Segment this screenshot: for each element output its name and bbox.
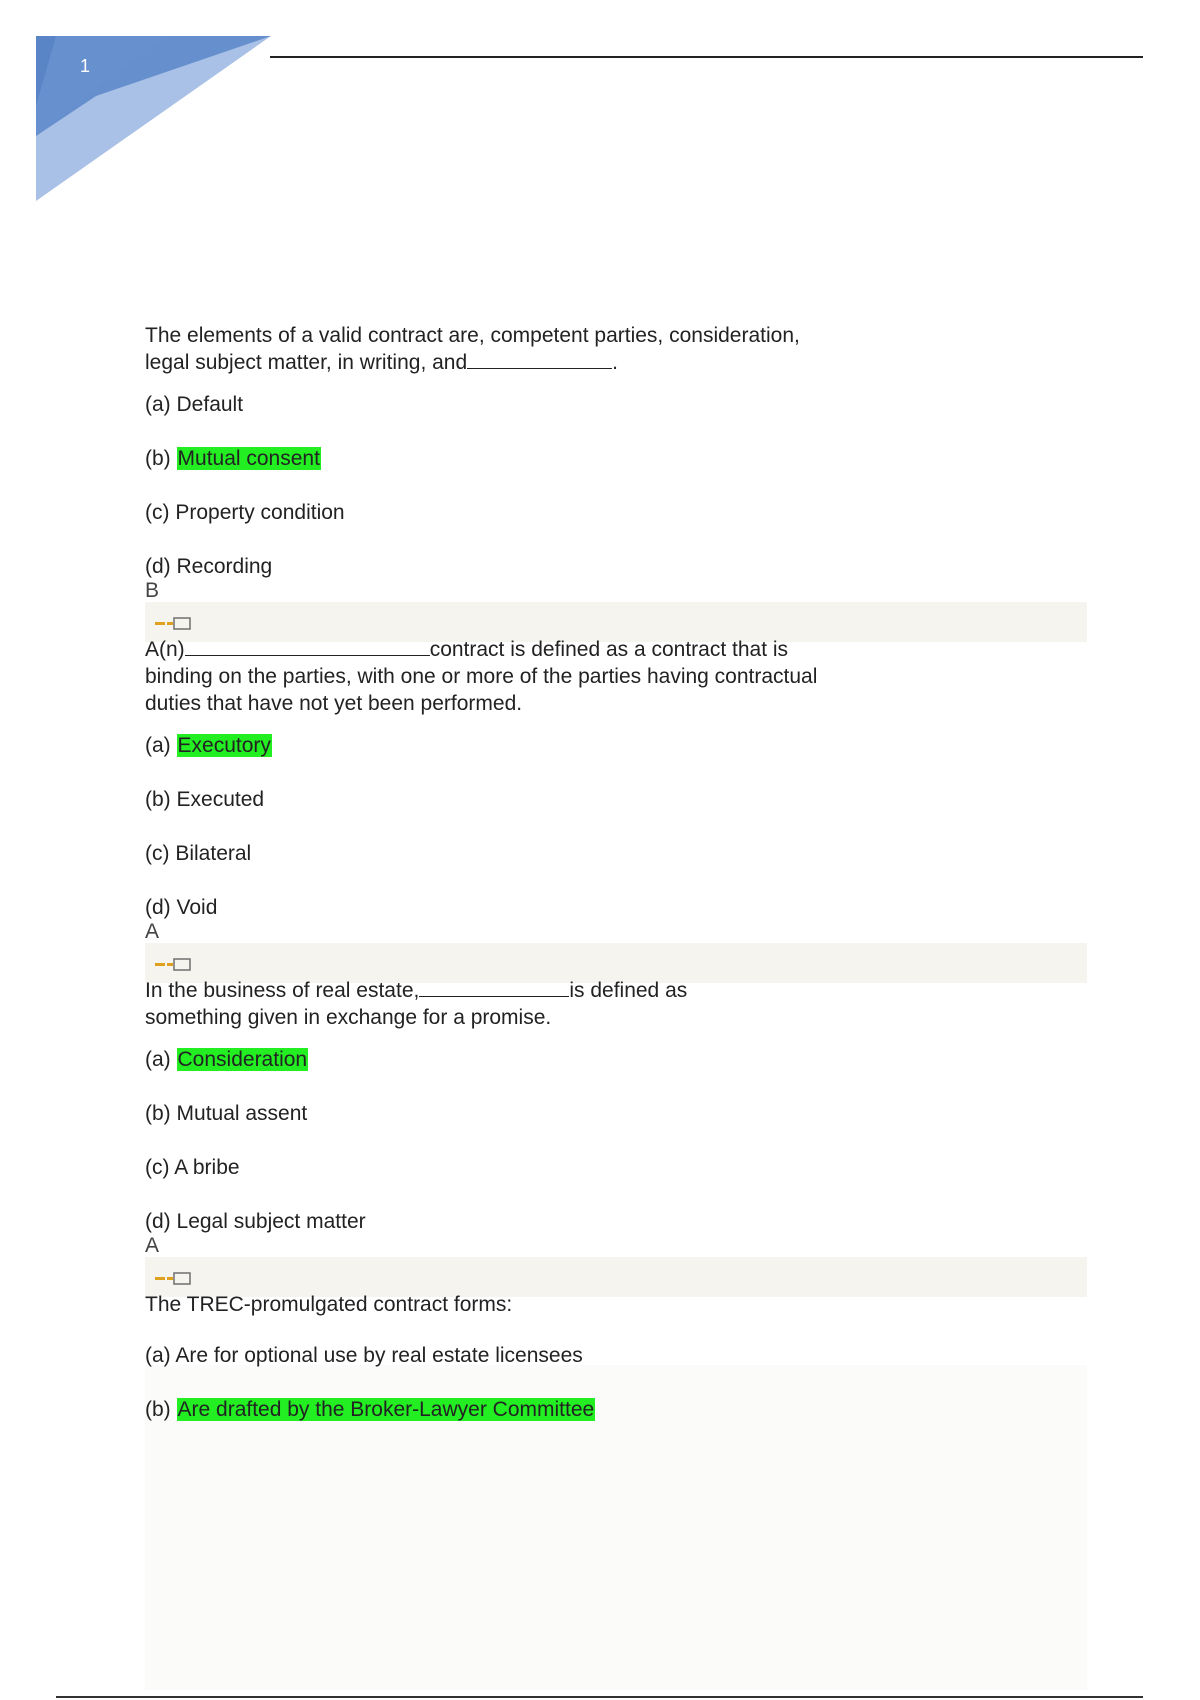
highlighted-answer: Executory [177,734,271,757]
question-3 [145,977,1087,1257]
option-d[interactable]: (d) Recording [145,555,273,578]
question-text: The TREC-promulgated contract forms: [145,1293,513,1316]
question-text: A(n) contract is defined as a contract that is binding on the parties, with one or more of the parties having contractual duties that have not yet been performed. [145,638,818,715]
question-4 [145,1291,1087,1450]
option-c[interactable]: (c) Bilateral [145,842,252,865]
header-rule [270,56,1143,58]
answer-key: A [145,1234,160,1257]
answer-blank [185,637,430,656]
option-a[interactable]: (a) Default [145,393,244,416]
question-text: In the business of real estate, is defined as something given in exchange for a promise. [145,979,688,1029]
option-a[interactable]: (a) Executory [145,734,271,757]
option-d[interactable]: (d) Void [145,896,218,919]
answer-key: A [145,920,160,943]
answer-blank [467,350,612,369]
key-icon [155,958,199,972]
option-a[interactable]: (a) Consideration [145,1048,308,1071]
option-b[interactable]: (b) Are drafted by the Broker-Lawyer Committee [145,1398,595,1421]
question-1 [145,322,1087,602]
document-body [145,322,1087,1450]
key-icon [155,617,199,631]
option-a[interactable]: (a) Are for optional use by real estate licensees [145,1344,583,1367]
option-c[interactable]: (c) A bribe [145,1156,240,1179]
answer-blank [419,978,569,997]
highlighted-answer: Are drafted by the Broker-Lawyer Committee [177,1398,595,1421]
question-2 [145,636,1087,943]
option-b[interactable]: (b) Mutual assent [145,1102,308,1125]
highlighted-answer: Mutual consent [177,447,320,470]
key-icon [155,1272,199,1286]
page-number: 1 [80,56,91,76]
corner-decoration [36,36,271,201]
question-text: The elements of a valid contract are, competent parties, consideration, legal subject matter, in writing, and . [145,324,800,374]
footer-rule [56,1696,1143,1698]
option-d[interactable]: (d) Legal subject matter [145,1210,366,1233]
option-b[interactable]: (b) Executed [145,788,265,811]
answer-key: B [145,579,160,602]
highlighted-answer: Consideration [177,1048,308,1071]
option-b[interactable]: (b) Mutual consent [145,447,320,470]
option-c[interactable]: (c) Property condition [145,501,345,524]
